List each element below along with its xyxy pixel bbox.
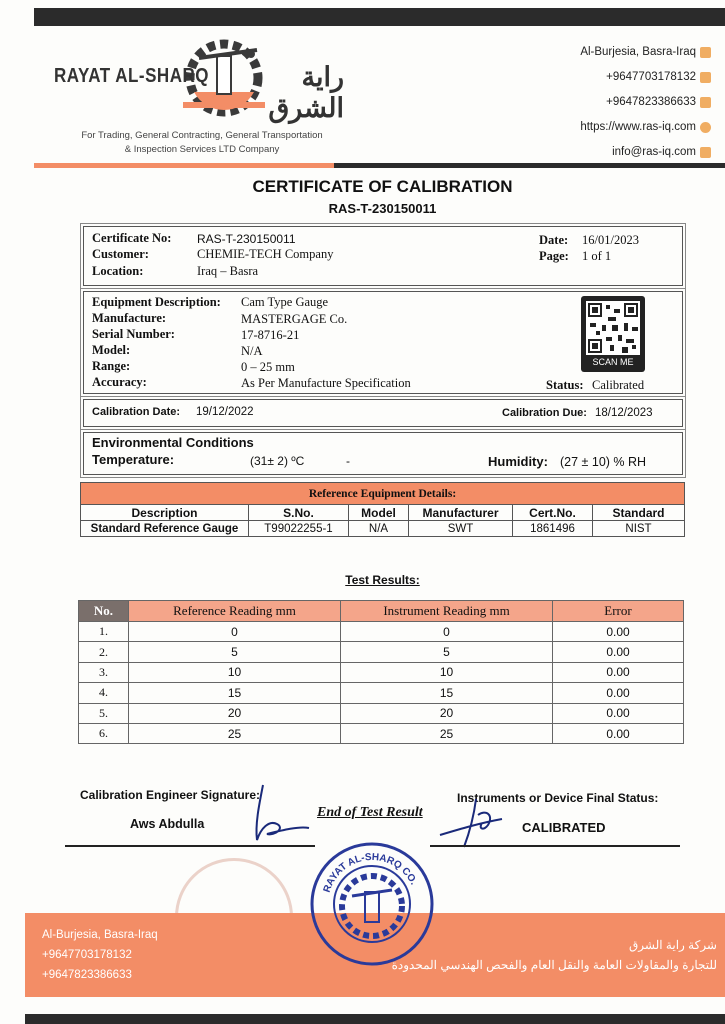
- contact-phone-2: [580, 90, 711, 115]
- customer-value: CHEMIE-TECH Company: [197, 247, 334, 261]
- reference-table-title-row: [81, 483, 685, 505]
- row-no: 3.: [79, 662, 129, 682]
- bottom-bar: [25, 1014, 725, 1024]
- date-value: 16/01/2023: [582, 233, 639, 247]
- serial-label: Serial Number:: [92, 327, 175, 341]
- reference-table-title: Reference Equipment Details:: [81, 483, 685, 505]
- cert-no-label: Certificate No:: [92, 231, 172, 245]
- reference-table-header-row: [81, 505, 685, 521]
- reference-reading: 0: [129, 622, 341, 642]
- ref-model: N/A: [349, 521, 409, 537]
- phone-1-text: +9647703178132: [606, 71, 696, 83]
- qr-label: SCAN ME: [592, 357, 634, 367]
- status-label: Status:: [546, 378, 584, 392]
- date-label: Date:: [539, 233, 569, 247]
- address-text: Al-Burjesia, Basra-Iraq: [580, 46, 696, 58]
- calibration-due-label: Calibration Due:: [502, 407, 587, 419]
- error-value: 0.00: [553, 703, 684, 723]
- customer-label: Customer:: [92, 247, 149, 261]
- model-value: N/A: [241, 344, 263, 358]
- accuracy-value: As Per Manufacture Specification: [241, 376, 411, 390]
- reference-reading: 10: [129, 662, 341, 682]
- reference-reading: 5: [129, 642, 341, 662]
- phone-icon: [700, 72, 711, 83]
- engineer-signature-line: [65, 845, 315, 847]
- footer-address: Al-Burjesia, Basra-Iraq: [42, 929, 158, 941]
- table-row: [79, 703, 684, 723]
- status-value: Calibrated: [592, 378, 645, 392]
- results-col-reference: Reference Reading mm: [129, 601, 341, 622]
- header-divider-dark: [334, 163, 725, 168]
- contact-phone-1: [580, 65, 711, 90]
- ref-standard: NIST: [593, 521, 685, 537]
- final-status-line: [430, 845, 680, 847]
- engineer-signature-icon: [225, 780, 315, 850]
- ref-description: Standard Reference Gauge: [81, 521, 249, 537]
- error-value: 0.00: [553, 683, 684, 703]
- mail-icon: [700, 147, 711, 158]
- error-value: 0.00: [553, 723, 684, 743]
- certificate-number-heading: RAS-T-230150011: [328, 201, 437, 216]
- calibration-date-value: 19/12/2022: [196, 406, 254, 418]
- error-value: 0.00: [553, 642, 684, 662]
- email-link[interactable]: info@ras-iq.com: [612, 146, 696, 158]
- company-tagline: [52, 129, 352, 157]
- page-value: 1 of 1: [582, 249, 612, 263]
- ref-col-description: Description: [81, 505, 249, 521]
- error-value: 0.00: [553, 622, 684, 642]
- serial-value: 17-8716-21: [241, 328, 300, 342]
- location-value: Iraq – Basra: [197, 264, 259, 278]
- ref-col-sno: S.No.: [249, 505, 349, 521]
- phone-icon: [700, 97, 711, 108]
- table-row: [79, 622, 684, 642]
- ref-col-manufacturer: Manufacturer: [409, 505, 513, 521]
- final-status-label: Instruments or Device Final Status:: [457, 791, 659, 805]
- manufacture-value: MASTERGAGE Co.: [241, 312, 348, 326]
- calibration-date-label: Calibration Date:: [92, 406, 181, 418]
- table-row: [79, 723, 684, 743]
- test-results-table: [78, 600, 684, 744]
- contact-address: [580, 40, 711, 65]
- reference-reading: 20: [129, 703, 341, 723]
- qr-code[interactable]: [581, 296, 645, 372]
- results-col-no: No.: [79, 601, 129, 622]
- company-stamp: [308, 840, 436, 968]
- page-label: Page:: [539, 249, 569, 263]
- company-name-ar: راية الشرق: [268, 62, 344, 123]
- accuracy-label: Accuracy:: [92, 375, 147, 389]
- results-header-row: [79, 601, 684, 622]
- phone-2-text: +9647823386633: [606, 96, 696, 108]
- footer-contact: [42, 925, 158, 985]
- environment-heading: Environmental Conditions: [92, 435, 254, 450]
- error-value: 0.00: [553, 662, 684, 682]
- footer-phone-1: +9647703178132: [42, 949, 132, 961]
- equipment-description-value: Cam Type Gauge: [241, 295, 329, 309]
- certificate-title: CERTIFICATE OF CALIBRATION: [252, 177, 513, 196]
- temperature-dash: -: [346, 454, 350, 468]
- row-no: 6.: [79, 723, 129, 743]
- table-row: [79, 662, 684, 682]
- engineer-name: Aws Abdulla: [130, 817, 205, 831]
- instrument-reading: 0: [341, 622, 553, 642]
- row-no: 5.: [79, 703, 129, 723]
- end-of-test-result: End of Test Result: [317, 805, 423, 820]
- results-col-error: Error: [553, 601, 684, 622]
- reference-equipment-table: [80, 482, 685, 537]
- instrument-reading: 25: [341, 723, 553, 743]
- cert-no-value: RAS-T-230150011: [197, 232, 296, 246]
- test-results-title: Test Results:: [345, 573, 420, 587]
- tagline-line-1: For Trading, General Contracting, General Transportation: [81, 130, 323, 141]
- svg-text:RAYAT AL-SHARQ CO.: [322, 852, 419, 894]
- table-row: [79, 683, 684, 703]
- results-col-instrument: Instrument Reading mm: [341, 601, 553, 622]
- location-label: Location:: [92, 264, 144, 278]
- ref-col-standard: Standard: [593, 505, 685, 521]
- equipment-box: [83, 291, 683, 394]
- instrument-reading: 15: [341, 683, 553, 703]
- temperature-label: Temperature:: [92, 452, 175, 467]
- model-label: Model:: [92, 343, 131, 357]
- row-no: 2.: [79, 642, 129, 662]
- table-row: [81, 521, 685, 537]
- contact-website[interactable]: [580, 115, 711, 140]
- ref-col-model: Model: [349, 505, 409, 521]
- footer-arabic: [392, 935, 717, 975]
- company-name-en: RAYAT AL-SHARQ: [54, 64, 209, 87]
- instrument-reading: 10: [341, 662, 553, 682]
- instrument-reading: 5: [341, 642, 553, 662]
- manufacture-label: Manufacture:: [92, 311, 167, 325]
- range-value: 0 – 25 mm: [241, 360, 295, 374]
- footer-ar-line-2: للتجارة والمقاولات العامة والنقل العام والفحص الهندسي المحدودة: [391, 958, 717, 972]
- calibration-due-value: 18/12/2023: [595, 407, 653, 419]
- website-link[interactable]: https://www.ras-iq.com: [580, 121, 696, 133]
- humidity-value: (27 ± 10) % RH: [560, 455, 647, 469]
- environment-box: [83, 432, 683, 475]
- company-logo: [54, 32, 344, 124]
- ref-col-certno: Cert.No.: [513, 505, 593, 521]
- range-label: Range:: [92, 359, 131, 373]
- globe-icon: [700, 122, 711, 133]
- row-no: 4.: [79, 683, 129, 703]
- instrument-reading: 20: [341, 703, 553, 723]
- calibration-dates-box: [83, 399, 683, 427]
- reference-reading: 15: [129, 683, 341, 703]
- stamp-text: RAYAT AL-SHARQ CO.: [321, 851, 420, 895]
- ref-certno: 1861496: [513, 521, 593, 537]
- footer-ar-line-1: شركة راية الشرق: [628, 938, 717, 952]
- header-divider-orange: [34, 163, 334, 168]
- final-status-value: CALIBRATED: [522, 820, 606, 835]
- humidity-label: Humidity:: [488, 454, 548, 469]
- engineer-signature-label: Calibration Engineer Signature:: [80, 788, 261, 802]
- ref-sno: T99022255-1: [249, 521, 349, 537]
- ref-manufacturer: SWT: [409, 521, 513, 537]
- contact-email[interactable]: [580, 140, 711, 165]
- reference-reading: 25: [129, 723, 341, 743]
- contact-info: [580, 40, 711, 165]
- footer-phone-2: +9647823386633: [42, 969, 132, 981]
- qr-code-icon: [586, 301, 640, 355]
- table-row: [79, 642, 684, 662]
- tagline-line-2: & Inspection Services LTD Company: [124, 144, 280, 155]
- temperature-value: (31± 2) ºC: [250, 454, 305, 468]
- top-bar: [34, 8, 725, 26]
- certificate-info-box: [83, 226, 683, 286]
- location-pin-icon: [700, 47, 711, 58]
- equipment-description-label: Equipment Description:: [92, 295, 221, 309]
- row-no: 1.: [79, 622, 129, 642]
